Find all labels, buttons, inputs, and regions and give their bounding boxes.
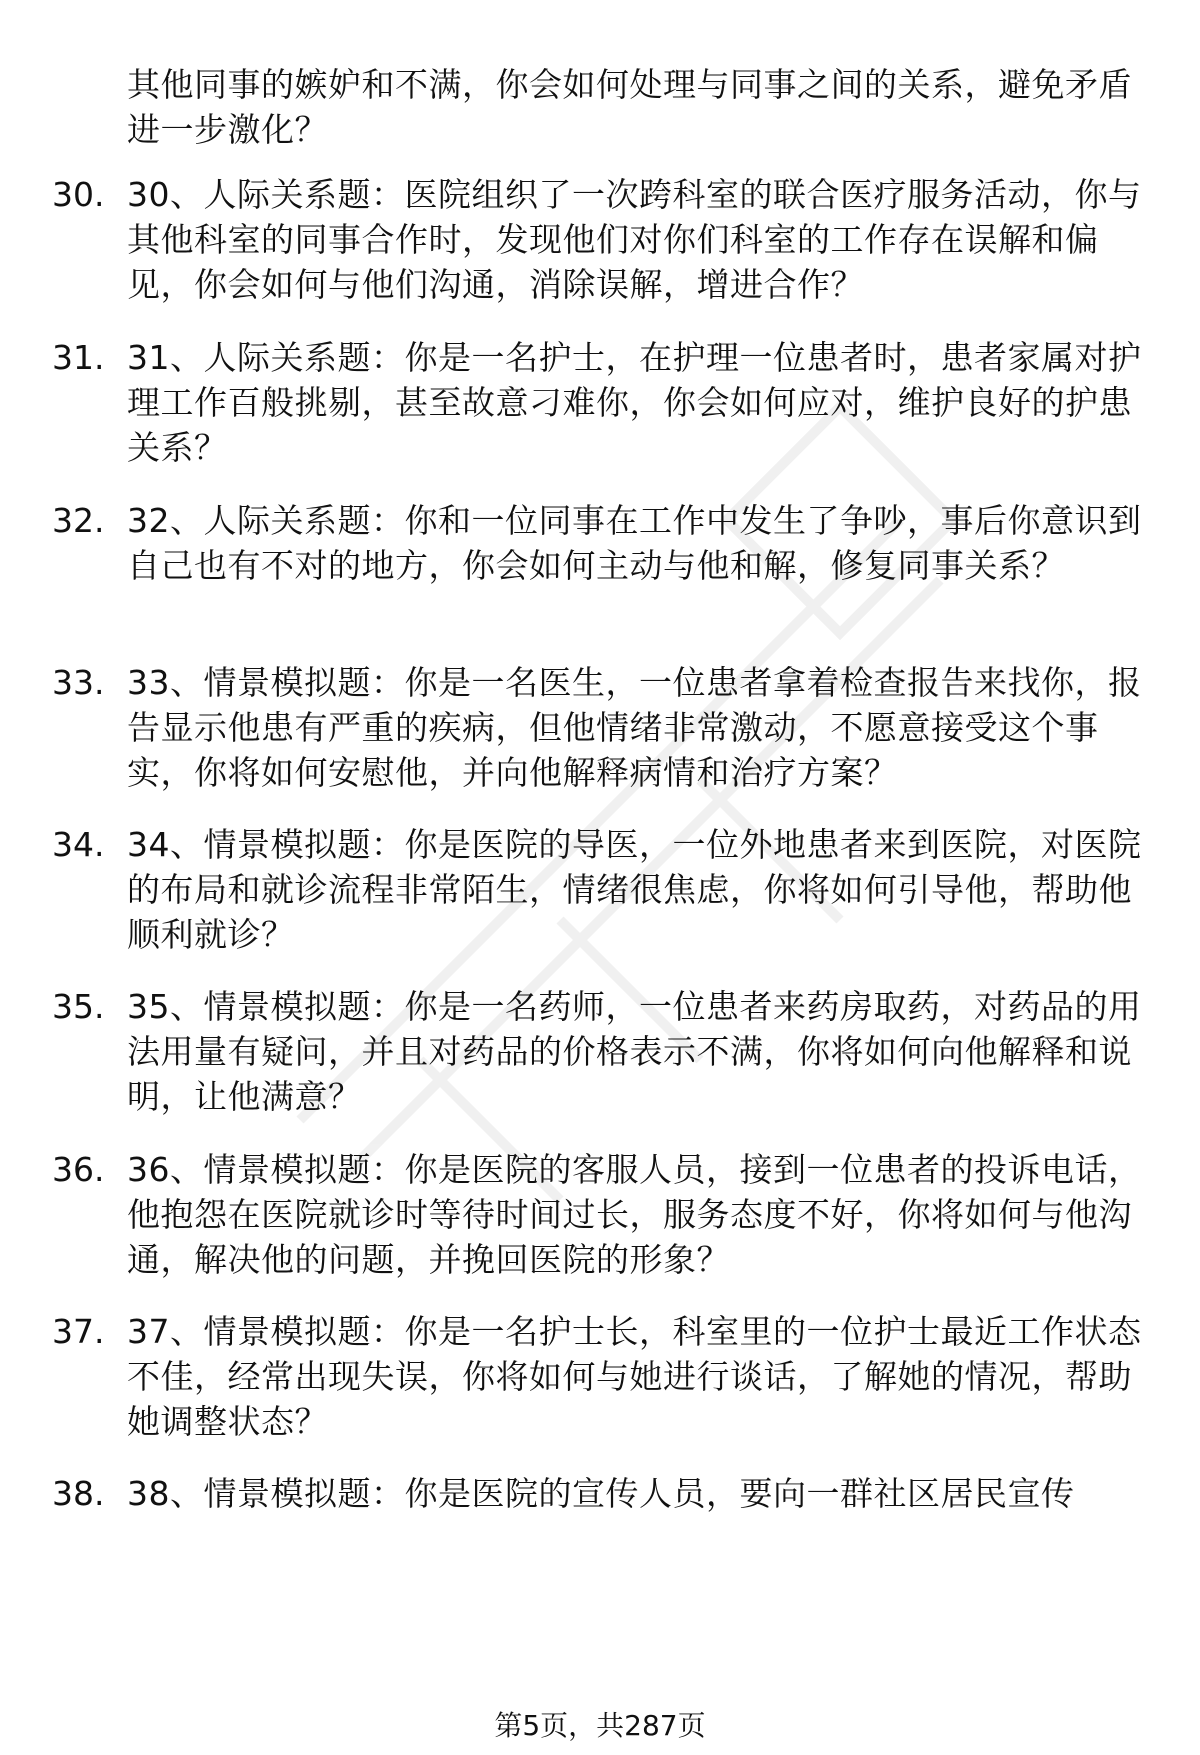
item-text: 32、人际关系题：你和一位同事在工作中发生了争吵，事后你意识到自己也有不对的地方，你会如何主动与他和解，修复同事关系？ (127, 501, 1142, 585)
item-number: 33. (52, 663, 105, 702)
item-number: 34. (52, 825, 105, 864)
item-text: 38、情景模拟题：你是医院的宣传人员，要向一群社区居民宣传 (127, 1474, 1075, 1513)
item-text: 36、情景模拟题：你是医院的客服人员，接到一位患者的投诉电话，他抱怨在医院就诊时等待时间过长，服务态度不好，你将如何与他沟通，解决他的问题，并挽回医院的形象？ (127, 1150, 1142, 1279)
item-text: 37、情景模拟题：你是一名护士长，科室里的一位护士最近工作状态不佳，经常出现失误，你将如何与她进行谈话，了解她的情况，帮助她调整状态？ (127, 1312, 1142, 1441)
item-number: 37. (52, 1312, 105, 1351)
item-number: 36. (52, 1150, 105, 1189)
item-number: 30. (52, 175, 105, 214)
item-text: 30、人际关系题：医院组织了一次跨科室的联合医疗服务活动，你与其他科室的同事合作时，发现他们对你们科室的工作存在误解和偏见，你会如何与他们沟通，消除误解，增进合作？ (127, 175, 1142, 304)
item-text: 34、情景模拟题：你是医院的导医，一位外地患者来到医院，对医院的布局和就诊流程非常陌生，情绪很焦虑，你将如何引导他，帮助他顺利就诊？ (127, 825, 1142, 954)
item-number: 38. (52, 1474, 105, 1513)
item-text: 33、情景模拟题：你是一名医生，一位患者拿着检查报告来找你，报告显示他患有严重的疾病，但他情绪非常激动，不愿意接受这个事实，你将如何安慰他，并向他解释病情和治疗方案？ (127, 663, 1142, 792)
item-text: 31、人际关系题：你是一名护士，在护理一位患者时，患者家属对护理工作百般挑剔，甚至故意刁难你，你会如何应对，维护良好的护患关系？ (127, 338, 1142, 467)
item-number: 32. (52, 501, 105, 540)
page-footer: 第5页，共287页 (494, 1709, 706, 1742)
item-text: 35、情景模拟题：你是一名药师，一位患者来药房取药，对药品的用法用量有疑问，并且对药品的价格表示不满，你将如何向他解释和说明，让他满意？ (127, 987, 1142, 1116)
item-number: 35. (52, 987, 105, 1026)
intro-paragraph: 其他同事的嫉妒和不满，你会如何处理与同事之间的关系，避免矛盾进一步激化？ (127, 65, 1132, 149)
item-number: 31. (52, 338, 105, 377)
